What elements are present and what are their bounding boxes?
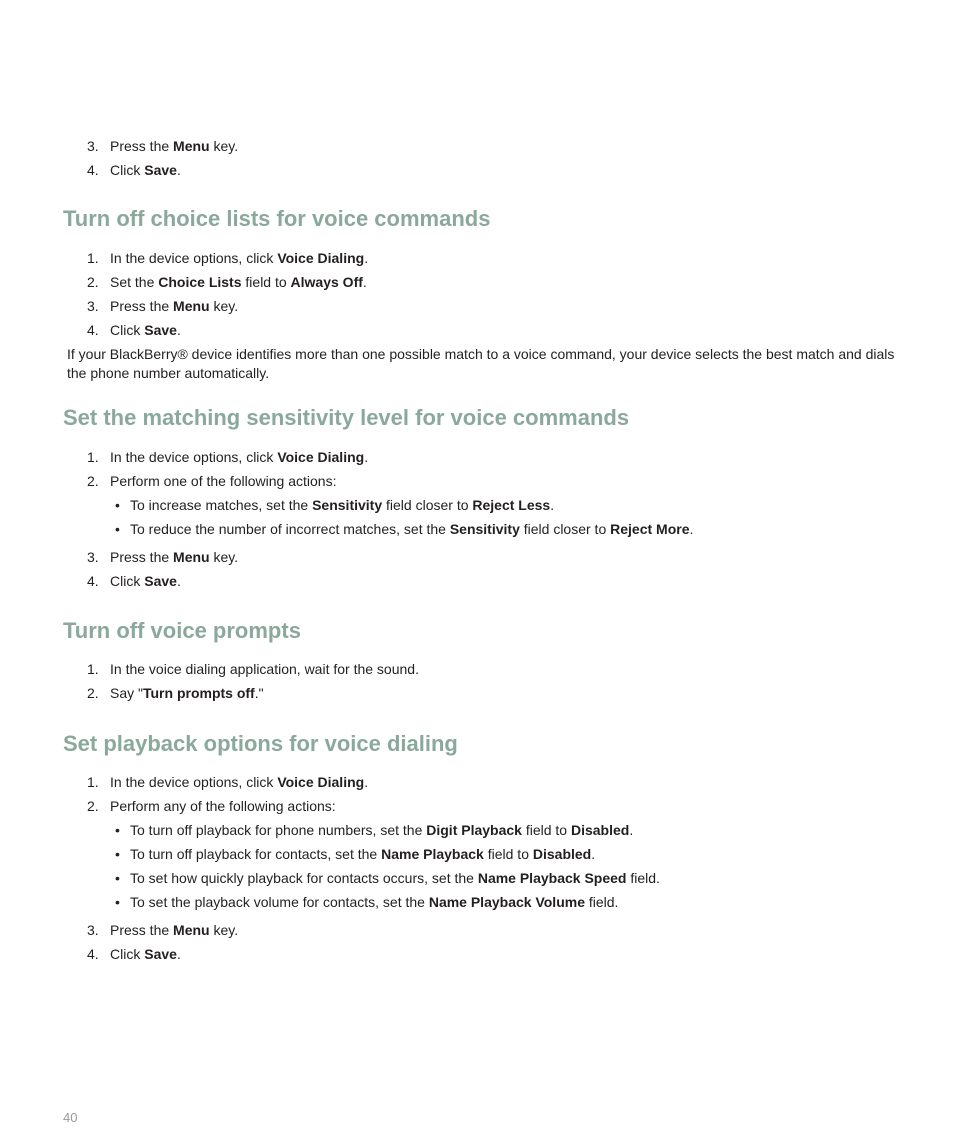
step-number: 3.	[87, 138, 99, 154]
step-text: Press the Menu key.	[110, 549, 239, 565]
section-heading: Set playback options for voice dialing	[63, 731, 458, 756]
step-number: 1.	[87, 661, 99, 677]
step-number: 2.	[87, 798, 99, 814]
step-text: Click Save.	[110, 573, 181, 589]
step-text: Click Save.	[110, 946, 181, 962]
bullet: •	[115, 846, 120, 862]
sub-text: To turn off playback for contacts, set the Name Playback field to Disabled.	[130, 846, 596, 862]
step-number: 2.	[87, 473, 99, 489]
step-text: Press the Menu key.	[110, 298, 239, 314]
step-text: Press the Menu key.	[110, 922, 239, 938]
step-number: 2.	[87, 685, 99, 701]
step-number: 2.	[87, 274, 99, 290]
step-text: Set the Choice Lists field to Always Off.	[110, 274, 367, 290]
step-number: 3.	[87, 549, 99, 565]
note-paragraph: If your BlackBerry® device identifies more than one possible match to a voice command, your device selects the best match and dials the phone number automatically.	[67, 346, 895, 381]
step-number: 1.	[87, 250, 99, 266]
page-number: 40	[63, 1110, 78, 1125]
bullet: •	[115, 870, 120, 886]
step-number: 4.	[87, 322, 99, 338]
step-text: In the device options, click Voice Dialing.	[110, 774, 369, 790]
section-heading: Turn off voice prompts	[63, 618, 301, 643]
step-text: Click Save.	[110, 162, 181, 178]
bullet: •	[115, 521, 120, 537]
section-heading: Turn off choice lists for voice commands	[63, 206, 491, 231]
bullet: •	[115, 497, 120, 513]
step-text: In the device options, click Voice Dialing.	[110, 250, 369, 266]
step-number: 3.	[87, 298, 99, 314]
sub-text: To set the playback volume for contacts, set the Name Playback Volume field.	[130, 894, 619, 910]
step-number: 1.	[87, 449, 99, 465]
step-text: Perform one of the following actions:	[110, 473, 337, 489]
sub-text: To increase matches, set the Sensitivity field closer to Reject Less.	[130, 497, 555, 513]
step-number: 4.	[87, 162, 99, 178]
step-number: 1.	[87, 774, 99, 790]
bullet: •	[115, 894, 120, 910]
step-number: 4.	[87, 946, 99, 962]
step-text: Press the Menu key.	[110, 138, 239, 154]
step-number: 4.	[87, 573, 99, 589]
step-text: In the device options, click Voice Dialing.	[110, 449, 369, 465]
sub-text: To reduce the number of incorrect matches, set the Sensitivity field closer to Reject More.	[130, 521, 694, 537]
section-heading: Set the matching sensitivity level for voice commands	[63, 405, 630, 430]
step-number: 3.	[87, 922, 99, 938]
sub-text: To turn off playback for phone numbers, set the Digit Playback field to Disabled.	[130, 822, 634, 838]
sub-text: To set how quickly playback for contacts occurs, set the Name Playback Speed field.	[130, 870, 660, 886]
step-text: In the voice dialing application, wait for the sound.	[110, 661, 419, 677]
step-text: Perform any of the following actions:	[110, 798, 336, 814]
step-text: Say "Turn prompts off."	[110, 685, 264, 701]
step-text: Click Save.	[110, 322, 181, 338]
bullet: •	[115, 822, 120, 838]
